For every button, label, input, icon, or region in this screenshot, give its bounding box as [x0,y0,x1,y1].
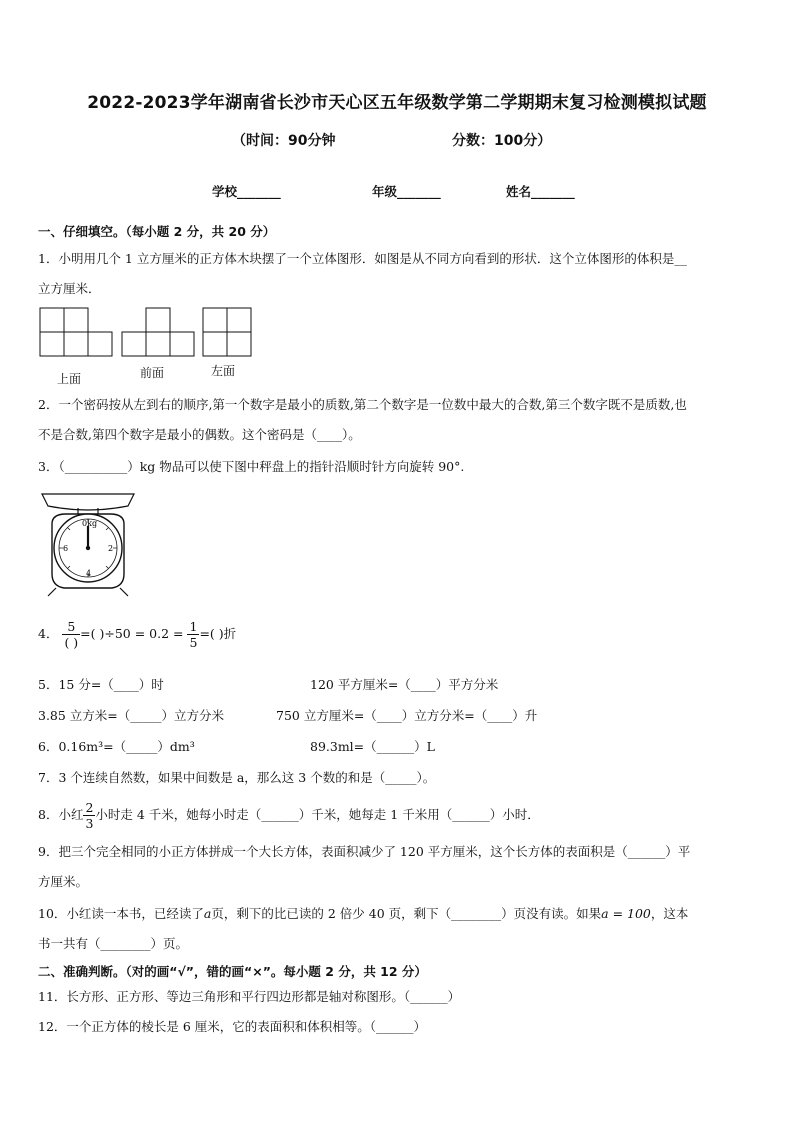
question-8-prefix: 8．小红 [38,807,84,822]
question-8 [38,797,540,833]
scale-pivot [86,546,90,550]
question-8-rest: 小时走 4 千米，她每小时走（______）千米，她每走 1 千米用（______）小时． [95,807,540,822]
scale-label-6: 6 [63,544,69,553]
fraction-2 [187,619,199,650]
school-field: 学校_______ [212,184,281,199]
question-3: 3．（__________）kg 物品可以使下图中秤盘上的指针沿顺时针方向旋转 90°. [38,459,465,474]
equation-a-100: a = 100 [601,906,651,921]
variable-a: a [203,906,212,921]
question-10-part-a: 10．小红读一本书，已经读了 [38,906,204,921]
scale-label-0kg: 0kg [82,519,98,528]
grade-field: 年级_______ [372,184,441,199]
question-10-line-2: 书一共有（________）页。 [38,936,189,951]
question-5d: 750 立方厘米=（____）立方分米=（____）升 [276,708,538,723]
scale-pan [42,494,134,510]
question-10-part-c: ，这本 [650,906,689,921]
question-4-middle: =( )÷50 = 0.2 = [80,626,184,641]
fraction-two-thirds [83,800,95,831]
fraction-1-denominator: ( ) [64,635,79,650]
front-view-grid [122,308,194,356]
question-1-line-2: 立方厘米． [38,281,101,296]
left-view-label: 左面 [211,364,236,378]
scale-figure [38,486,148,598]
question-12: 12．一个正方体的棱长是 6 厘米，它的表面积和体积相等。（______） [38,1019,427,1034]
fraction-denominator: 3 [85,816,94,831]
front-view-label: 前面 [140,366,165,380]
question-5a: 5．15 分=（____）时 [38,677,164,692]
scale-feet [48,588,128,596]
question-1-line-1: 1．小明用几个 1 立方厘米的正方体木块摆了一个立体图形．如图是从不同方向看到的形状．这个立体图形的体积是__ [38,251,687,266]
top-view-label: 上面 [57,372,82,386]
question-5c: 3.85 立方米=（_____）立方分米 [38,708,225,723]
left-view-grid [203,308,251,356]
question-2-line-2: 不是合数,第四个数字是最小的偶数。这个密码是（____）。 [38,427,361,442]
section-heading: 一、仔细填空。（每小题 2 分，共 20 分） [38,224,276,239]
fraction-1 [62,619,80,650]
fraction-numerator: 2 [85,800,94,815]
fraction-1-numerator: 5 [62,619,80,635]
name-field: 姓名_______ [506,184,575,199]
question-5b: 120 平方厘米=（____）平方分米 [310,677,499,692]
question-4 [38,614,236,654]
question-7: 7．3 个连续自然数，如果中间数是 a，那么这 3 个数的和是（_____）。 [38,770,436,785]
exam-time: （时间：90分钟 [232,133,336,149]
question-10-part-b: 页，剩下的比已读的 2 倍少 40 页，剩下（________）页没有读。如果 [211,906,602,921]
question-10-line-1 [38,905,688,923]
fraction-2-numerator: 1 [189,619,198,634]
scale-label-4: 4 [86,569,92,578]
question-9-line-1: 9．把三个完全相同的小正方体拼成一个大长方体，表面积减少了 120 平方厘米，这个长方体的表面积是（______）平 [38,844,691,859]
page-title: 2022-2023学年湖南省长沙市天心区五年级数学第二学期期末复习检测模拟试题 [87,93,707,113]
question-9-line-2: 方厘米。 [38,874,89,889]
question-2-line-1: 2．一个密码按从左到右的顺序,第一个数字是最小的质数,第二个数字是一位数中最大的合数,第三个数字既不是质数,也 [38,397,687,412]
exam-score: 分数：100分） [452,133,552,149]
question-6a: 6．0.16m³=（_____）dm³ [38,739,195,754]
question-4-suffix: =( )折 [199,626,237,641]
question-4-prefix: 4． [38,626,59,641]
scale-label-2: 2 [108,544,114,553]
three-views-figure [38,306,268,366]
question-11: 11．长方形、正方形、等边三角形和平行四边形都是轴对称图形。（______） [38,989,461,1004]
top-view-grid [40,308,112,356]
fraction-2-denominator: 5 [189,635,198,650]
question-6b: 89.3ml=（______）L [310,739,435,754]
section-2-heading: 二、准确判断。（对的画“√”，错的画“×”。每小题 2 分，共 12 分） [38,964,427,979]
